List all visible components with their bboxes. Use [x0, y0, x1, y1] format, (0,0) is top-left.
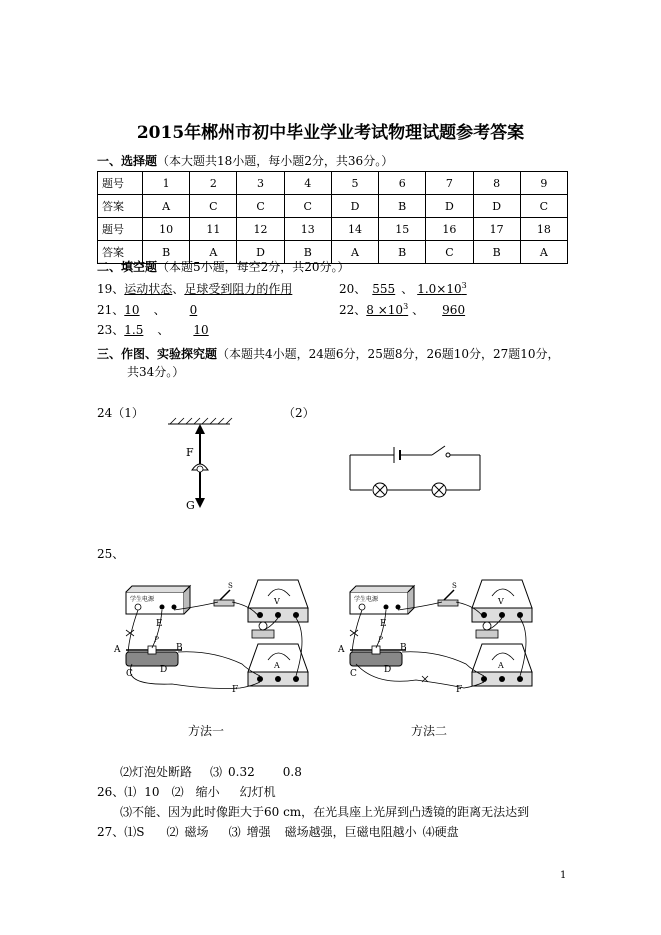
section1-heading: 一、选择题 [97, 154, 158, 168]
svg-text:B: B [176, 643, 183, 653]
q-number: 19、 [97, 282, 125, 296]
answer-q23 [97, 321, 219, 338]
table-row [98, 195, 568, 218]
section3-note-cont: 共34分。） [127, 365, 185, 379]
row-label: 答案 [98, 241, 143, 264]
section2-header [97, 258, 350, 275]
voltmeter [472, 580, 532, 622]
svg-text:A: A [338, 645, 345, 655]
answer-blank: 555 [372, 282, 396, 296]
table-cell: A [190, 241, 237, 264]
table-cell: D [331, 195, 378, 218]
q26-line-1: 26、⑴ 10 ⑵ 缩小 幻灯机 [97, 785, 276, 799]
arrow-up-icon [195, 424, 205, 434]
row-label: 答案 [98, 195, 143, 218]
q-number: 20、 [339, 282, 367, 296]
section2-heading: 二、填空题 [97, 260, 158, 274]
svg-text:D: D [384, 665, 392, 675]
table-cell: A [331, 241, 378, 264]
svg-text:E: E [156, 619, 163, 629]
answer-blank: 0 [189, 303, 198, 317]
q-number: 22、 [339, 303, 367, 317]
answer-blank: 960 [442, 303, 466, 317]
table-cell: 17 [473, 218, 520, 241]
answer-q22 [339, 301, 479, 318]
table-cell: 8 [473, 172, 520, 195]
caption-method-1: 方法一 [188, 724, 225, 738]
table-row [98, 218, 568, 241]
answer-blank: 10 [124, 303, 140, 317]
table-cell: 2 [190, 172, 237, 195]
svg-text:F: F [456, 685, 463, 695]
bulb-icon [432, 483, 446, 497]
svg-text:S: S [228, 582, 233, 590]
table-cell: 6 [379, 172, 426, 195]
table-cell: C [520, 195, 567, 218]
table-cell: 18 [520, 218, 567, 241]
answer-blank: $8 \times 10^3$ [366, 302, 409, 317]
q25-answer-line: ⑵灯泡处断路 ⑶ 0.32 0.8 [120, 765, 302, 779]
table-cell: D [473, 195, 520, 218]
answer-blank: 10 [193, 323, 209, 337]
answer-blank: $1.0\times 10^3$ [417, 281, 467, 296]
separator: 、 [172, 282, 185, 296]
table-cell: D [426, 195, 473, 218]
answer-table [97, 171, 568, 264]
rheostat [350, 636, 406, 666]
table-cell: 5 [331, 172, 378, 195]
power-supply [126, 586, 190, 614]
svg-text:E: E [380, 619, 387, 629]
table-cell: D [237, 241, 284, 264]
table-cell: 13 [284, 218, 331, 241]
table-cell: C [426, 241, 473, 264]
table-cell: C [237, 195, 284, 218]
svg-text:学生电源: 学生电源 [130, 596, 155, 603]
circuit-diagram [348, 440, 482, 496]
apparatus-method-2 [336, 566, 546, 706]
svg-text:F: F [232, 685, 239, 695]
table-cell: 16 [426, 218, 473, 241]
svg-text:D: D [160, 665, 168, 675]
page-title: 2015年郴州市初中毕业学业考试物理试题参考答案 [136, 123, 525, 143]
table-cell: B [379, 195, 426, 218]
table-cell: C [284, 195, 331, 218]
table-cell: 10 [143, 218, 190, 241]
answer-q21 [97, 301, 207, 318]
table-cell: B [473, 241, 520, 264]
table-cell: 11 [190, 218, 237, 241]
force-f-label: F [186, 446, 194, 459]
table-cell: B [143, 241, 190, 264]
q24-label-2: （2） [283, 406, 315, 420]
q26-line-2: ⑶不能、因为此时像距大于60 cm，在光具座上光屏到凸透镜的距离无法达到 [120, 805, 530, 819]
bulb-icon [373, 483, 387, 497]
table-cell: 12 [237, 218, 284, 241]
table-cell: 14 [331, 218, 378, 241]
voltmeter [248, 580, 308, 622]
table-cell: 1 [143, 172, 190, 195]
svg-text:P: P [378, 636, 383, 644]
svg-text:学生电源: 学生电源 [354, 596, 379, 603]
svg-text:B: B [400, 643, 407, 653]
answer-blank: 足球受到阻力的作用 [184, 282, 293, 296]
separator: 、 [153, 303, 166, 317]
page-number: 1 [560, 870, 567, 881]
separator: 、 [157, 323, 170, 337]
force-g-label: G [186, 499, 195, 512]
caption-method-2: 方法二 [411, 724, 448, 738]
section1-note: （本大题共18小题，每小题2分，共36分。） [157, 154, 394, 168]
table-row [98, 172, 568, 195]
switch-icon [432, 446, 450, 457]
answer-blank: 1.5 [124, 323, 144, 337]
section1-header [97, 152, 393, 169]
separator: 、 [412, 303, 425, 317]
arrow-down-icon [195, 498, 205, 508]
section3-heading: 三、作图、实验探究题 [97, 347, 218, 361]
row-label: 题号 [98, 172, 143, 195]
battery-icon [394, 447, 400, 463]
rheostat [126, 636, 182, 666]
q-number: 21、 [97, 303, 125, 317]
svg-text:S: S [452, 582, 457, 590]
section3-note: （本题共4小题，24题6分，25题8分，26题10分，27题10分， [217, 347, 560, 361]
table-cell: B [284, 241, 331, 264]
table-cell: 9 [520, 172, 567, 195]
svg-text:P: P [154, 636, 159, 644]
q-number: 23、 [97, 323, 125, 337]
svg-text:C: C [126, 669, 133, 679]
force-diagram [160, 418, 240, 518]
power-supply [350, 586, 414, 614]
row-label: 题号 [98, 218, 143, 241]
table-cell: A [520, 241, 567, 264]
table-cell: 4 [284, 172, 331, 195]
answer-blank: 运动状态 [124, 282, 173, 296]
table-cell: 3 [237, 172, 284, 195]
svg-text:V: V [498, 597, 504, 606]
ceiling [168, 418, 232, 424]
svg-text:A: A [498, 661, 504, 670]
table-cell: 7 [426, 172, 473, 195]
svg-text:A: A [114, 645, 121, 655]
table-cell: B [379, 241, 426, 264]
q24-label-1: 24（1） [97, 406, 144, 420]
table-cell: C [190, 195, 237, 218]
svg-text:C: C [350, 669, 357, 679]
section2-note: （本题5小题，每空2分，共20分。） [157, 260, 350, 274]
answer-q19 [97, 280, 292, 297]
q25-label: 25、 [97, 547, 125, 561]
table-cell: 15 [379, 218, 426, 241]
answer-q20 [339, 280, 467, 297]
apparatus-method-1 [112, 566, 322, 706]
svg-text:A: A [274, 661, 280, 670]
separator: 、 [401, 282, 414, 296]
q27-line: 27、⑴S ⑵ 磁场 ⑶ 增强 磁场越强，巨磁电阻越小 ⑷硬盘 [97, 825, 459, 839]
table-cell: A [143, 195, 190, 218]
svg-text:V: V [274, 597, 280, 606]
section3-header [97, 345, 560, 362]
